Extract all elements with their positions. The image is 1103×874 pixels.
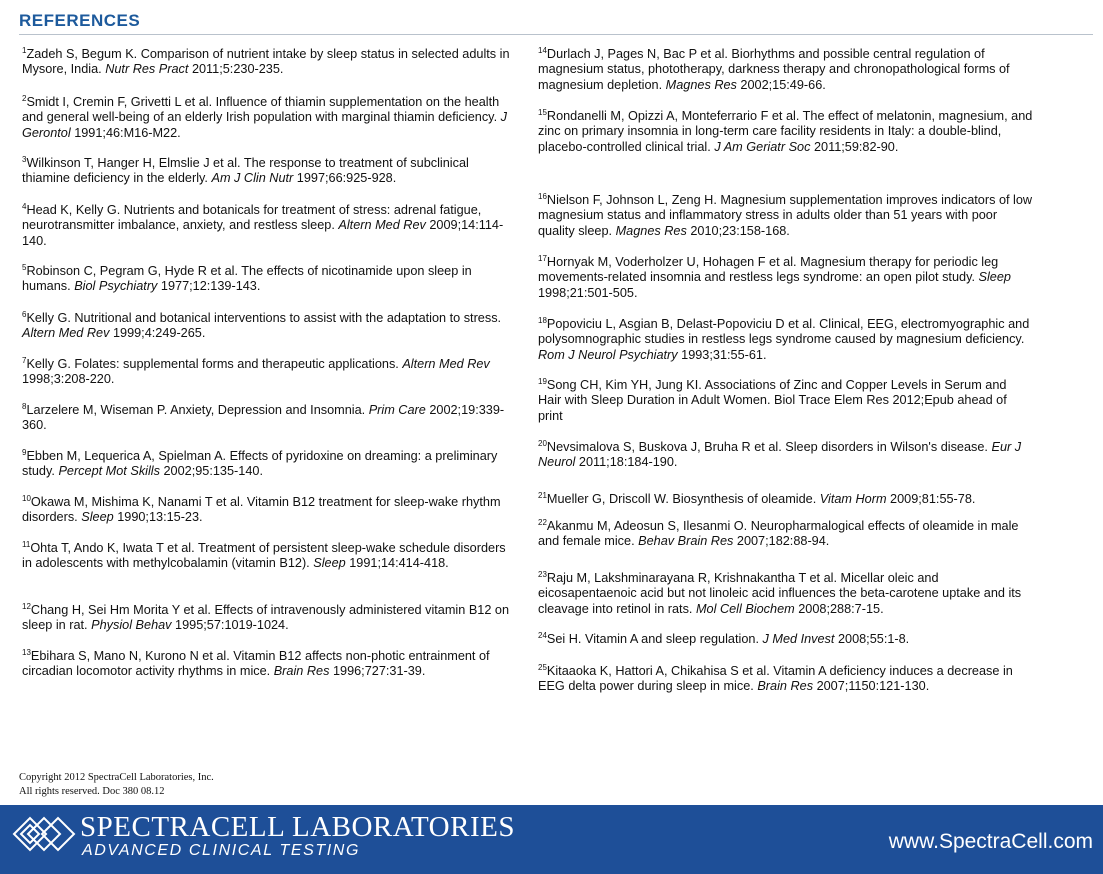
copyright-notice xyxy=(19,771,214,799)
reference-text: Raju M, Lakshminarayana R, Krishnakantha T et al. Micellar oleic and eicosapentaenoic acid but not linoleic acid influences the beta-carotene uptake and its cleavage into retinol in rats. xyxy=(538,571,1022,616)
reference-1 xyxy=(22,47,516,78)
reference-number: 9 xyxy=(22,448,27,457)
reference-text: Akanmu M, Adeosun S, Ilesanmi O. Neuropharmalogical effects of oleamide in male and female mice. xyxy=(538,519,1019,549)
footer-banner xyxy=(0,805,1103,874)
reference-15 xyxy=(538,109,1033,155)
reference-text: Ebben M, Lequerica A, Spielman A. Effects of pyridoxine on dreaming: a preliminary study. xyxy=(22,449,498,479)
reference-text: Larzelere M, Wiseman P. Anxiety, Depression and Insomnia. xyxy=(26,403,369,417)
reference-text: Kelly G. Nutritional and botanical interventions to assist with the adaptation to stress. xyxy=(26,311,502,325)
citation-details: 2011;59:82-90. xyxy=(810,139,899,154)
references-header xyxy=(19,10,1093,35)
reference-6 xyxy=(22,311,516,342)
journal-name: Magnes Res xyxy=(665,77,737,92)
journal-name: Altern Med Rev xyxy=(338,218,426,233)
reference-13 xyxy=(22,649,516,680)
reference-text: Smidt I, Cremin F, Grivetti L et al. Influence of thiamin supplementation on the health and general well-being of an elderly Irish population with marginal thiamin deficiency. xyxy=(22,95,501,125)
spectracell-logo-icon xyxy=(10,812,76,856)
journal-name: Eur J Neurol xyxy=(538,440,1022,470)
brand-tagline: ADVANCED CLINICAL TESTING xyxy=(82,842,360,859)
reference-text: Zadeh S, Begum K. Comparison of nutrient intake by sleep status in selected adults in Mysore, India. xyxy=(22,47,510,77)
citation-details: 2008;55:1-8. xyxy=(834,632,910,646)
journal-name: Rom J Neurol Psychiatry xyxy=(538,347,678,362)
reference-18 xyxy=(538,317,1033,363)
reference-11 xyxy=(22,541,516,572)
reference-number: 14 xyxy=(538,46,547,55)
copyright-line: Copyright 2012 SpectraCell Laboratories, Inc. xyxy=(19,772,214,783)
journal-name: Sleep xyxy=(313,556,346,571)
reference-text: Chang H, Sei Hm Morita Y et al. Effects of intravenously administered vitamin B12 on sleep in rat. xyxy=(22,603,510,633)
reference-text: Durlach J, Pages N, Bac P et al. Biorhythms and possible central regulation of magnesium status, phototherapy, darkness therapy and chronopathological forms of magnesium depletion. xyxy=(538,47,1010,92)
reference-text: Popoviciu L, Asgian B, Delast-Popoviciu D et al. Clinical, EEG, electromyographic and polysomnographic studies in restless legs syndrome caused by magnesium deficiency. xyxy=(538,317,1030,347)
reference-number: 11 xyxy=(22,540,31,549)
reference-number: 25 xyxy=(538,663,547,672)
citation-details: 2007;182:88-94. xyxy=(733,534,830,549)
reference-text: Mueller G, Driscoll W. Biosynthesis of oleamide. xyxy=(546,492,820,506)
reference-number: 22 xyxy=(538,518,547,527)
reference-number: 15 xyxy=(538,108,547,117)
reference-25 xyxy=(538,664,1033,695)
citation-details: 1995;57:1019-1024. xyxy=(171,618,289,633)
reference-10 xyxy=(22,495,516,526)
reference-text: Head K, Kelly G. Nutrients and botanicals for treatment of stress: adrenal fatigue, neurotransmitter imbalance, anxiety, and restless sleep. xyxy=(22,203,482,233)
journal-name: J Am Geriatr Soc xyxy=(714,139,811,154)
citation-details: 2002;15:49-66. xyxy=(736,77,826,92)
reference-number: 2 xyxy=(22,94,27,103)
citation-details: 2008;288:7-15. xyxy=(794,601,884,616)
reference-19 xyxy=(538,378,1033,424)
journal-name: Altern Med Rev xyxy=(22,326,110,341)
reference-number: 13 xyxy=(22,648,31,657)
reference-number: 12 xyxy=(22,602,31,611)
reference-number: 19 xyxy=(538,377,547,386)
reference-22 xyxy=(538,519,1033,550)
brand-name: SPECTRACELL LABORATORIES xyxy=(80,811,515,843)
page-title: REFERENCES xyxy=(19,11,141,30)
citation-details: 1999;4:249-265. xyxy=(109,326,206,341)
citation-details: 2002;95:135-140. xyxy=(159,464,263,479)
reference-number: 23 xyxy=(538,570,547,579)
journal-name: J Med Invest xyxy=(762,632,835,646)
journal-name: Sleep xyxy=(978,270,1011,285)
reference-17 xyxy=(538,255,1033,301)
reference-text: Robinson C, Pegram G, Hyde R et al. The effects of nicotinamide upon sleep in humans. xyxy=(22,264,472,294)
citation-details: 2009;81:55-78. xyxy=(886,492,976,506)
reference-4 xyxy=(22,203,516,249)
citation-details: 1991;46:M16-M22. xyxy=(70,125,181,140)
citation-details: 1998;21:501-505. xyxy=(538,285,638,300)
journal-name: Behav Brain Res xyxy=(638,534,734,549)
reference-12 xyxy=(22,603,516,634)
reference-number: 1 xyxy=(22,46,27,55)
citation-details: 2011;5:230-235. xyxy=(188,62,284,77)
journal-name: Brain Res xyxy=(757,679,814,694)
reference-16 xyxy=(538,193,1033,239)
website-link[interactable]: www.SpectraCell.com xyxy=(888,830,1093,853)
journal-name: Vitam Horm xyxy=(819,492,887,506)
citation-details: 2009;14:114-140. xyxy=(22,218,504,248)
journal-name: J Gerontol xyxy=(22,110,507,140)
reference-number: 3 xyxy=(22,155,27,164)
reference-number: 16 xyxy=(538,192,547,201)
journal-name: Altern Med Rev xyxy=(402,357,490,371)
reference-14 xyxy=(538,47,1033,93)
journal-name: Brain Res xyxy=(273,664,330,679)
citation-details: 1990;13:15-23. xyxy=(113,510,203,525)
reference-9 xyxy=(22,449,516,480)
reference-number: 6 xyxy=(22,310,27,319)
reference-text: Rondanelli M, Opizzi A, Monteferrario F et al. The effect of melatonin, magnesium, and zinc on primary insomnia in long-term care facility residents in Italy: a double-blind, placebo-controlled clinical trial. xyxy=(538,109,1033,154)
reference-7 xyxy=(22,357,516,388)
journal-name: Am J Clin Nutr xyxy=(211,171,294,186)
citation-details: 1977;12:139-143. xyxy=(157,279,261,294)
citation-details: 1998;3:208-220. xyxy=(22,372,115,387)
reference-text: Sei H. Vitamin A and sleep regulation. xyxy=(546,632,763,646)
reference-number: 5 xyxy=(22,263,27,272)
citation-details: 2007;1150:121-130. xyxy=(813,679,930,694)
reference-number: 18 xyxy=(538,316,547,325)
reference-text: Song CH, Kim YH, Jung KI. Associations of Zinc and Copper Levels in Serum and Hair with Sleep Duration in Adult Women. Biol Trace Elem Res 2012;Epub ahead of print xyxy=(538,378,1007,423)
citation-details: 2010;23:158-168. xyxy=(686,223,790,238)
reference-number: 17 xyxy=(538,254,547,263)
journal-name: Physiol Behav xyxy=(91,618,172,633)
reference-text: Ohta T, Ando K, Iwata T et al. Treatment of persistent sleep-wake schedule disorders in adolescents with methylcobalamin (vitamin B12). xyxy=(22,541,506,571)
reference-number: 21 xyxy=(538,491,547,500)
reference-text: Nevsimalova S, Buskova J, Bruha R et al. Sleep disorders in Wilson's disease. xyxy=(546,440,992,454)
reference-23 xyxy=(538,571,1033,617)
citation-details: 1993;31:55-61. xyxy=(677,347,767,362)
reference-number: 4 xyxy=(22,202,27,211)
journal-name: Percept Mot Skills xyxy=(58,464,160,479)
reference-3 xyxy=(22,156,516,187)
reference-text: Okawa M, Mishima K, Nanami T et al. Vitamin B12 treatment for sleep-wake rhythm disorders. xyxy=(22,495,501,525)
citation-details: 2002;19:339-360. xyxy=(22,403,505,433)
rights-line: All rights reserved. Doc 380 08.12 xyxy=(19,786,165,797)
journal-name: Mol Cell Biochem xyxy=(695,601,795,616)
reference-20 xyxy=(538,440,1033,471)
reference-number: 7 xyxy=(22,356,27,365)
reference-text: Kelly G. Folates: supplemental forms and therapeutic applications. xyxy=(26,357,403,371)
citation-details: 1991;14:414-418. xyxy=(345,556,449,571)
reference-number: 20 xyxy=(538,439,547,448)
journal-name: Biol Psychiatry xyxy=(74,279,158,294)
reference-text: Kitaaoka K, Hattori A, Chikahisa S et al. Vitamin A deficiency induces a decrease in EEG delta power during sleep in mice. xyxy=(538,664,1013,694)
reference-number: 24 xyxy=(538,631,547,640)
citation-details: 2011;18:184-190. xyxy=(575,455,678,470)
citation-details: 1997;66:925-928. xyxy=(293,171,397,186)
reference-2 xyxy=(22,95,516,141)
reference-5 xyxy=(22,264,516,295)
reference-number: 10 xyxy=(22,494,31,503)
reference-8 xyxy=(22,403,516,434)
journal-name: Magnes Res xyxy=(615,223,687,238)
reference-24 xyxy=(538,632,1033,647)
reference-text: Nielson F, Johnson L, Zeng H. Magnesium supplementation improves indicators of low magnesium status and inflammatory stress in adults older than 51 years with poor quality sleep. xyxy=(538,193,1033,238)
journal-name: Prim Care xyxy=(368,403,426,417)
journal-name: Nutr Res Pract xyxy=(105,62,189,77)
reference-21 xyxy=(538,492,1033,507)
reference-number: 8 xyxy=(22,402,27,411)
reference-text: Wilkinson T, Hanger H, Elmslie J et al. The response to treatment of subclinical thiamine deficiency in the elderly. xyxy=(22,156,469,186)
reference-text: Ebihara S, Mano N, Kurono N et al. Vitamin B12 affects non-photic entrainment of circadian locomotor activity rhythms in mice. xyxy=(22,649,490,679)
reference-text: Hornyak M, Voderholzer U, Hohagen F et al. Magnesium therapy for periodic leg movements-related insomnia and restless legs syndrome: an open pilot study. xyxy=(538,255,999,285)
citation-details: 1996;727:31-39. xyxy=(329,664,426,679)
journal-name: Sleep xyxy=(81,510,114,525)
